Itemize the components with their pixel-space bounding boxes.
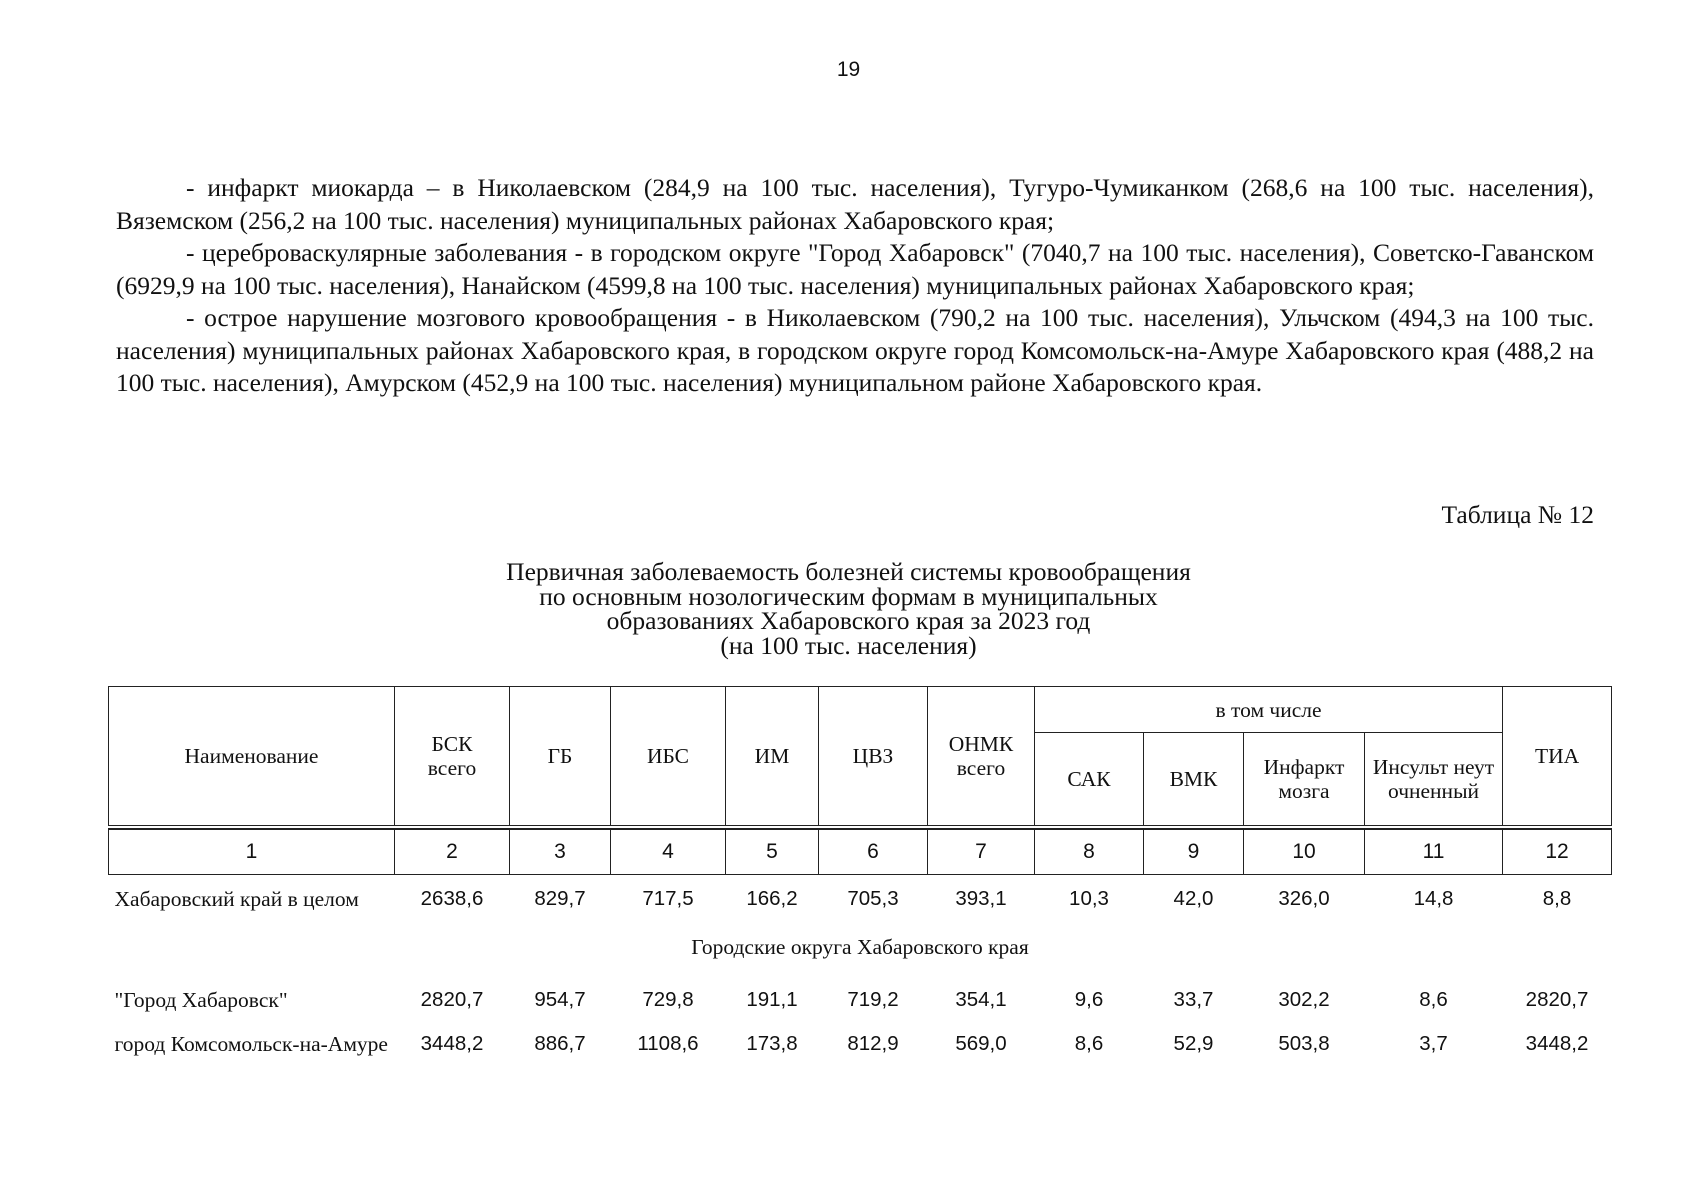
header-tia: ТИА <box>1503 687 1612 826</box>
table-title <box>0 557 1697 660</box>
header-onmk: ОНМК всего <box>928 687 1035 826</box>
header-group-including: в том числе <box>1035 687 1503 733</box>
header-ibs: ИБС <box>611 687 726 826</box>
column-number: 9 <box>1144 829 1244 875</box>
table-title-line: (на 100 тыс. населения) <box>720 630 977 660</box>
header-brain-infarction: Инфаркт мозга <box>1244 733 1365 826</box>
cell-value: 8,6 <box>1419 988 1448 1011</box>
column-number: 5 <box>726 829 819 875</box>
section-label: Городские округа Хабаровского края <box>691 935 1029 959</box>
header-gb: ГБ <box>510 687 611 826</box>
cell-value: 2820,7 <box>1525 988 1589 1011</box>
column-number: 2 <box>395 829 510 875</box>
row-name: город Комсомольск-на-Амуре <box>114 1032 388 1056</box>
paragraph-cerebrovascular: - цереброваскулярные заболевания - в городском округе "Город Хабаровск" (7040,7 на 100 тыс. населения), Советско-Гаванском (6929,9 на 100 тыс. населения), Нанайском (4599,8 на 100 тыс. населения) муниципальных районах Хабаровского края; <box>116 238 1594 300</box>
cell-value: 503,8 <box>1278 1032 1330 1055</box>
column-number: 8 <box>1035 829 1144 875</box>
table-row <box>109 875 1612 920</box>
cell-value: 2820,7 <box>420 988 484 1011</box>
cell-value: 886,7 <box>534 1032 586 1055</box>
column-number: 12 <box>1503 829 1612 875</box>
cell-value: 52,9 <box>1173 1032 1214 1055</box>
cell-value: 173,8 <box>746 1032 798 1055</box>
column-number: 1 <box>109 829 395 875</box>
cell-value: 2638,6 <box>420 887 484 910</box>
cell-value: 569,0 <box>955 1032 1007 1055</box>
table-row <box>109 976 1612 1020</box>
table-caption: Таблица № 12 <box>1441 500 1594 529</box>
row-name: Хабаровский край в целом <box>114 887 359 911</box>
cell-value: 14,8 <box>1413 887 1454 910</box>
cell-value: 42,0 <box>1173 887 1214 910</box>
column-number: 11 <box>1365 829 1503 875</box>
header-im: ИМ <box>726 687 819 826</box>
cell-value: 9,6 <box>1074 988 1104 1011</box>
page-number: 19 <box>836 58 861 81</box>
table-title-line: Первичная заболеваемость болезней системы кровообращения <box>506 557 1191 586</box>
cell-value: 33,7 <box>1173 988 1214 1011</box>
cell-value: 717,5 <box>642 887 694 910</box>
cell-value: 729,8 <box>642 988 694 1011</box>
column-number: 10 <box>1244 829 1365 875</box>
cell-value: 705,3 <box>847 887 899 910</box>
cell-value: 812,9 <box>847 1032 899 1055</box>
header-stroke-unspecified: Инсульт неуточненный <box>1365 733 1503 826</box>
column-number: 7 <box>928 829 1035 875</box>
header-sak: САК <box>1035 733 1144 826</box>
cell-value: 829,7 <box>534 887 586 910</box>
paragraph-acute-stroke: - острое нарушение мозгового кровообращения - в Николаевском (790,2 на 100 тыс. населения), Ульчском (494,3 на 100 тыс. населения) муниципальных районах Хабаровского края, в городском округе город Комсомольск-на-Амуре Хабаровского края (488,2 на 100 тыс. населения), Амурском (452,9 на 100 тыс. населения) муниципальном районе Хабаровского края. <box>116 303 1594 397</box>
row-name: "Город Хабаровск" <box>114 988 288 1012</box>
cell-value: 719,2 <box>847 988 899 1011</box>
cell-value: 3,7 <box>1419 1032 1448 1055</box>
cell-value: 354,1 <box>955 988 1007 1011</box>
cell-value: 8,6 <box>1074 1032 1104 1055</box>
table-row <box>109 1020 1612 1064</box>
morbidity-table <box>108 686 1612 1064</box>
body-text <box>116 172 1594 400</box>
cell-value: 3448,2 <box>420 1032 484 1055</box>
table-title-line: образованиях Хабаровского края за 2023 год <box>606 606 1091 635</box>
cell-value: 302,2 <box>1278 988 1330 1011</box>
header-bsk: БСК всего <box>395 687 510 826</box>
column-number: 6 <box>819 829 928 875</box>
header-name: Наименование <box>109 687 395 826</box>
table-title-line: по основным нозологическим формам в муниципальных <box>539 581 1158 611</box>
cell-value: 8,8 <box>1542 887 1572 910</box>
section-header-row <box>109 919 1612 976</box>
cell-value: 3448,2 <box>1525 1032 1589 1055</box>
column-number-row <box>109 829 1612 875</box>
cell-value: 393,1 <box>955 887 1007 910</box>
column-number: 4 <box>611 829 726 875</box>
header-cvz: ЦВЗ <box>819 687 928 826</box>
cell-value: 10,3 <box>1069 887 1109 910</box>
paragraph-myocardial-infarction: - инфаркт миокарда – в Николаевском (284,9 на 100 тыс. населения), Тугуро-Чумиканком (268,6 на 100 тыс. населения), Вяземском (256,2 на 100 тыс. населения) муниципальных районах Хабаровского края; <box>116 173 1594 235</box>
cell-value: 166,2 <box>746 887 798 910</box>
header-vmk: ВМК <box>1144 733 1244 826</box>
cell-value: 326,0 <box>1278 887 1330 910</box>
column-number: 3 <box>510 829 611 875</box>
cell-value: 954,7 <box>534 988 586 1011</box>
cell-value: 1108,6 <box>637 1032 699 1055</box>
cell-value: 191,1 <box>746 988 798 1011</box>
